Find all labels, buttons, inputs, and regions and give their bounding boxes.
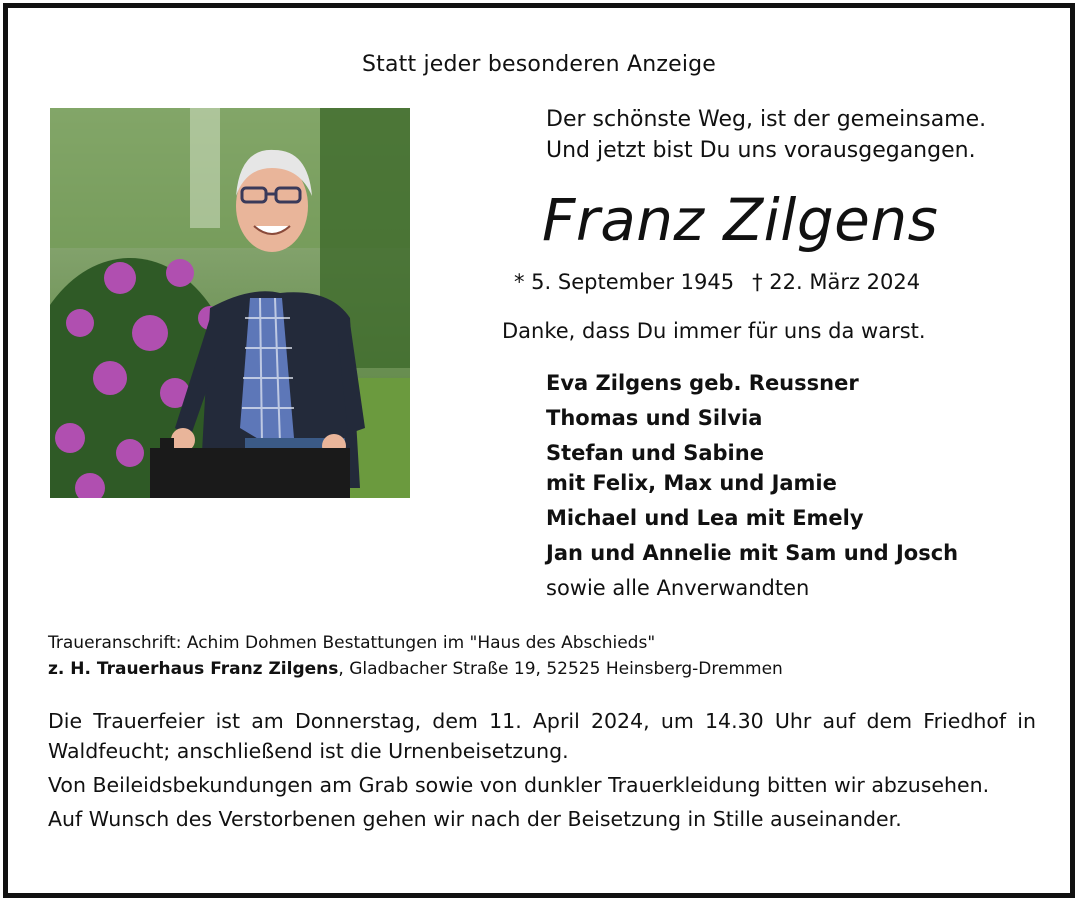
deceased-name: Franz Zilgens <box>542 186 939 254</box>
portrait-photo <box>50 108 410 498</box>
info-paragraph: Die Trauerfeier ist am Donnerstag, dem 11. April 2024, um 14.30 Uhr auf dem Friedhof in Waldfeucht; anschließend ist die Urnenbeisetzung. <box>48 709 1036 763</box>
mourner-line: Michael und Lea mit Emely <box>546 506 864 530</box>
mourner-entry <box>546 438 958 498</box>
address-line: Traueranschrift: Achim Dohmen Bestattungen im "Haus des Abschieds" <box>48 633 656 653</box>
mourner-entry <box>546 368 958 398</box>
mourners-list <box>546 368 958 603</box>
mourner-entry <box>546 403 958 433</box>
portrait-illustration <box>50 108 410 498</box>
address-line <box>48 656 783 682</box>
mourner-line: Thomas und Silvia <box>546 406 763 430</box>
mourner-line: Stefan und Sabine <box>546 441 764 465</box>
death-date: † 22. März 2024 <box>752 270 921 294</box>
quote <box>546 104 986 166</box>
address-recipient: z. H. Trauerhaus Franz Zilgens <box>48 659 339 679</box>
thanks-line: Danke, dass Du immer für uns da warst. <box>502 319 926 343</box>
info-paragraph: Auf Wunsch des Verstorbenen gehen wir nach der Beisetzung in Stille auseinander. <box>48 807 902 831</box>
obituary-notice <box>3 3 1075 898</box>
quote-line: Und jetzt bist Du uns vorausgegangen. <box>546 138 976 163</box>
ceremony-info <box>48 706 1036 838</box>
relatives-line: sowie alle Anverwandten <box>546 576 810 600</box>
life-dates <box>514 270 920 294</box>
mourner-line: mit Felix, Max und Jamie <box>546 471 837 495</box>
mourner-entry <box>546 538 958 568</box>
mourner-line: Jan und Annelie mit Sam und Josch <box>546 541 959 565</box>
mourner-entry <box>546 503 958 533</box>
address-street: , Gladbacher Straße 19, 52525 Heinsberg-Dremmen <box>338 659 783 679</box>
mourning-address <box>48 630 783 682</box>
headline: Statt jeder besonderen Anzeige <box>361 52 717 77</box>
info-paragraph: Von Beileidsbekundungen am Grab sowie von dunkler Trauerkleidung bitten wir abzusehen. <box>48 773 990 797</box>
mourner-line: Eva Zilgens geb. Reussner <box>546 371 859 395</box>
birth-date: * 5. September 1945 <box>514 270 735 294</box>
quote-line: Der schönste Weg, ist der gemeinsame. <box>546 107 987 132</box>
